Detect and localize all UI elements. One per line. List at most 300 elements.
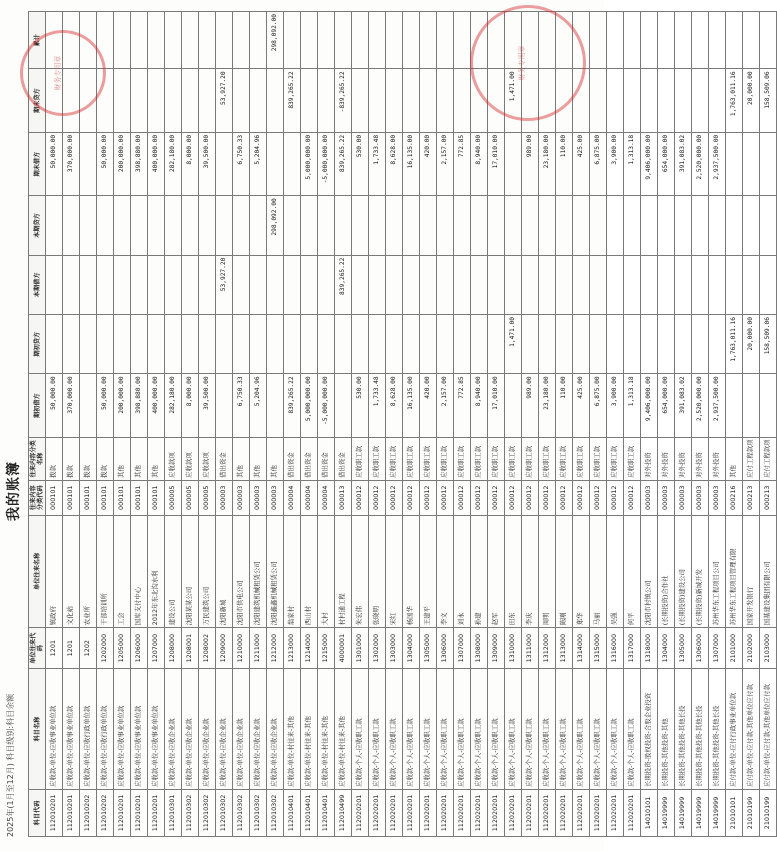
- table-cell: [403, 69, 420, 132]
- table-cell: 建设公司: [165, 515, 182, 628]
- table-cell: [386, 255, 403, 314]
- table-cell: [488, 196, 505, 255]
- table-cell: [216, 315, 233, 374]
- table-cell: 对外投资: [692, 437, 709, 480]
- table-cell: [437, 12, 454, 69]
- table-cell: [522, 315, 539, 374]
- table-cell: [403, 196, 420, 255]
- table-cell: 应收款-个人-应收职工款: [590, 669, 607, 790]
- table-cell: [675, 255, 692, 314]
- table-cell: 420.00: [420, 374, 437, 437]
- table-row: [63, 12, 80, 837]
- table-cell: [131, 315, 148, 374]
- table-cell: [607, 69, 624, 132]
- table-cell: 应收职工款: [556, 437, 573, 480]
- table-cell: 1311000: [522, 628, 539, 669]
- table-cell: 000003: [641, 480, 658, 515]
- table-cell: 16,135.00: [403, 374, 420, 437]
- table-row: [301, 12, 318, 837]
- table-cell: [182, 255, 199, 314]
- table-cell: 000012: [488, 480, 505, 515]
- table-cell: 000213: [760, 480, 777, 515]
- table-cell: 1304000: [658, 628, 675, 669]
- table-cell: [352, 196, 369, 255]
- table-cell: 应收款-单位-村往来-其他: [318, 669, 335, 790]
- table-cell: 应收款-个人-应收职工款: [573, 669, 590, 790]
- table-cell: [165, 315, 182, 374]
- table-cell: [250, 69, 267, 132]
- table-cell: 112010202: [97, 789, 114, 836]
- table-cell: [522, 196, 539, 255]
- table-cell: 14019999: [692, 789, 709, 836]
- table-cell: 西山村: [301, 515, 318, 628]
- table-cell: 对外投资: [709, 437, 726, 480]
- table-cell: [692, 69, 709, 132]
- table-row: [131, 12, 148, 837]
- column-header: 期初借方: [29, 374, 46, 437]
- table-cell: 1214000: [301, 628, 318, 669]
- finance-seal: 财务专用章: [20, 30, 106, 116]
- table-cell: [403, 315, 420, 374]
- table-cell: [726, 12, 743, 69]
- table-cell: 万民建筑公司: [199, 515, 216, 628]
- table-cell: 21010101: [726, 789, 743, 836]
- table-cell: 2,937,500.00: [709, 374, 726, 437]
- table-cell: 长期投资-股权投资-合股企业投资: [641, 669, 658, 790]
- table-cell: 50,000.00: [97, 374, 114, 437]
- table-row: [233, 12, 250, 837]
- table-cell: 苏州华东工程项目管理有限: [726, 515, 743, 628]
- table-cell: [148, 196, 165, 255]
- table-cell: 000012: [607, 480, 624, 515]
- table-cell: 8,000.00: [182, 132, 199, 195]
- table-cell: 1,733.48: [369, 374, 386, 437]
- table-cell: 应收职工款: [573, 437, 590, 480]
- table-cell: [165, 196, 182, 255]
- table-cell: [46, 315, 63, 374]
- table-cell: [335, 196, 352, 255]
- table-cell: 200,000.00: [114, 132, 131, 195]
- table-cell: [386, 196, 403, 255]
- table-cell: 工会: [114, 515, 131, 628]
- table-cell: 000004: [301, 480, 318, 515]
- ledger-body: [46, 12, 777, 837]
- table-cell: 应收职工款: [505, 437, 522, 480]
- table-cell: [607, 12, 624, 69]
- table-row: [658, 12, 675, 837]
- table-cell: [63, 255, 80, 314]
- table-cell: 应收款-个人-应收职工款: [437, 669, 454, 790]
- table-cell: 杨国华: [403, 515, 420, 628]
- table-cell: [641, 12, 658, 69]
- table-row: [726, 12, 743, 837]
- table-cell: 20,000.00: [743, 69, 760, 132]
- table-cell: 112010401: [284, 789, 301, 836]
- table-cell: 1215000: [318, 628, 335, 669]
- table-cell: 400,000.00: [148, 374, 165, 437]
- table-cell: [760, 374, 777, 437]
- table-cell: 000003: [658, 480, 675, 515]
- table-cell: 112010301: [165, 789, 182, 836]
- table-cell: [148, 255, 165, 314]
- table-cell: [641, 69, 658, 132]
- table-cell: 112020201: [437, 789, 454, 836]
- table-cell: [403, 255, 420, 314]
- table-cell: [658, 255, 675, 314]
- table-cell: [233, 315, 250, 374]
- table-cell: 1307000: [709, 628, 726, 669]
- table-cell: 其他: [131, 437, 148, 480]
- table-cell: 000012: [505, 480, 522, 515]
- table-cell: [709, 196, 726, 255]
- table-cell: [80, 315, 97, 374]
- table-cell: -5,000,000.00: [318, 374, 335, 437]
- table-cell: 000003: [250, 480, 267, 515]
- table-cell: 112020201: [522, 789, 539, 836]
- table-cell: 000004: [284, 480, 301, 515]
- table-cell: [641, 315, 658, 374]
- table-cell: 应收款-单位-村往来-其他: [335, 669, 352, 790]
- table-cell: 镇政府: [46, 515, 63, 628]
- table-cell: 112010401: [318, 789, 335, 836]
- header-row: [29, 12, 46, 837]
- table-cell: 应收款-单位-应收事业单位款: [46, 669, 63, 790]
- table-cell: [420, 315, 437, 374]
- table-cell: 000003: [267, 480, 284, 515]
- table-cell: 沈阳市供电公司: [233, 515, 250, 628]
- table-cell: 李文: [437, 515, 454, 628]
- table-cell: 应收款-个人-应收职工款: [386, 669, 403, 790]
- table-cell: 112020201: [590, 789, 607, 836]
- table-cell: [658, 196, 675, 255]
- table-cell: [743, 374, 760, 437]
- table-cell: 112010201: [131, 789, 148, 836]
- table-cell: 翁家村: [284, 515, 301, 628]
- table-cell: [284, 315, 301, 374]
- table-cell: 1313000: [556, 628, 573, 669]
- ledger-table: [28, 11, 777, 837]
- table-row: [692, 12, 709, 837]
- table-cell: 1212000: [267, 628, 284, 669]
- table-cell: 1211000: [250, 628, 267, 669]
- table-cell: 应收款-个人-应收职工款: [539, 669, 556, 790]
- table-cell: 989.00: [522, 374, 539, 437]
- table-cell: [80, 374, 97, 437]
- table-cell: 其他: [267, 437, 284, 480]
- table-cell: 朱宏伟: [352, 515, 369, 628]
- table-cell: 应收款-个人-应收职工款: [420, 669, 437, 790]
- table-cell: 000012: [454, 480, 471, 515]
- table-cell: 391,083.02: [675, 132, 692, 195]
- table-row: [556, 12, 573, 837]
- table-cell: 1318000: [641, 628, 658, 669]
- table-cell: 1306000: [692, 628, 709, 669]
- table-cell: [267, 374, 284, 437]
- table-cell: 其他: [148, 437, 165, 480]
- table-cell: [420, 196, 437, 255]
- table-cell: [454, 69, 471, 132]
- table-cell: [233, 196, 250, 255]
- table-cell: (长期投资)合作社: [658, 515, 675, 628]
- ledger-title: 我的账簿: [6, 461, 22, 521]
- table-cell: [114, 315, 131, 374]
- table-cell: 应收款-个人-应收职工款: [556, 669, 573, 790]
- table-row: [182, 12, 199, 837]
- table-cell: [539, 196, 556, 255]
- table-cell: 1301000: [352, 628, 369, 669]
- table-cell: 应收款-个人-应收职工款: [352, 669, 369, 790]
- table-cell: 400,000.00: [148, 132, 165, 195]
- table-cell: 398,880.00: [131, 132, 148, 195]
- table-cell: 16,135.00: [403, 132, 420, 195]
- table-cell: 长期投资-其他投资-其他长投: [709, 669, 726, 790]
- table-cell: 8,000.00: [182, 374, 199, 437]
- table-cell: [505, 374, 522, 437]
- table-cell: 21010199: [743, 789, 760, 836]
- table-cell: [284, 255, 301, 314]
- table-cell: [301, 69, 318, 132]
- table-cell: 110.00: [556, 132, 573, 195]
- table-cell: 000005: [199, 480, 216, 515]
- table-cell: [182, 196, 199, 255]
- table-cell: 1,471.00: [505, 69, 522, 132]
- table-cell: [437, 196, 454, 255]
- table-cell: [692, 196, 709, 255]
- table-cell: 8,628.00: [386, 132, 403, 195]
- column-header: 往来内容分类名称: [29, 437, 46, 480]
- table-cell: 14010101: [641, 789, 658, 836]
- table-cell: 112020201: [556, 789, 573, 836]
- table-cell: 李庆: [522, 515, 539, 628]
- table-cell: 112020201: [352, 789, 369, 836]
- table-cell: 112010499: [335, 789, 352, 836]
- table-row: [80, 12, 97, 837]
- table-cell: 干部培训所: [97, 515, 114, 628]
- table-cell: 112010401: [301, 789, 318, 836]
- table-cell: [352, 255, 369, 314]
- table-row: [216, 12, 233, 837]
- table-cell: [301, 196, 318, 255]
- table-cell: 000012: [403, 480, 420, 515]
- table-row: [743, 12, 760, 837]
- table-cell: [369, 255, 386, 314]
- table-cell: [352, 315, 369, 374]
- table-cell: 应收职工款: [437, 437, 454, 480]
- table-cell: 拨款: [80, 437, 97, 480]
- table-cell: [165, 12, 182, 69]
- table-cell: [46, 255, 63, 314]
- table-cell: 000101: [114, 480, 131, 515]
- table-cell: 村村通工程: [335, 515, 352, 628]
- table-row: [590, 12, 607, 837]
- table-cell: [352, 12, 369, 69]
- table-cell: 000101: [131, 480, 148, 515]
- table-cell: 刘永: [454, 515, 471, 628]
- column-header: 本期借方: [29, 255, 46, 314]
- table-cell: 2,157.00: [437, 374, 454, 437]
- table-cell: [505, 196, 522, 255]
- table-cell: [386, 315, 403, 374]
- table-cell: 112020201: [386, 789, 403, 836]
- table-cell: 112020201: [420, 789, 437, 836]
- table-cell: [233, 69, 250, 132]
- table-cell: [675, 12, 692, 69]
- table-cell: [148, 69, 165, 132]
- table-cell: 1307000: [454, 628, 471, 669]
- table-cell: 农业所: [80, 515, 97, 628]
- column-header: 往来内容分类代码: [29, 480, 46, 515]
- table-cell: [420, 12, 437, 69]
- table-cell: 2102000: [743, 628, 760, 669]
- table-cell: 1,313.18: [624, 374, 641, 437]
- table-cell: 000003: [692, 480, 709, 515]
- table-cell: [369, 315, 386, 374]
- table-row: [624, 12, 641, 837]
- table-cell: [318, 196, 335, 255]
- table-cell: 1207000: [148, 628, 165, 669]
- table-cell: 5,000,000.00: [301, 132, 318, 195]
- table-cell: 对外投资: [658, 437, 675, 480]
- table-cell: 17,010.00: [488, 374, 505, 437]
- table-cell: 21010199: [760, 789, 777, 836]
- table-cell: [488, 315, 505, 374]
- table-cell: 112010202: [80, 789, 97, 836]
- table-cell: 应收款-单位-应收行政单位款: [80, 669, 97, 790]
- table-cell: [590, 315, 607, 374]
- table-cell: [335, 374, 352, 437]
- table-cell: [692, 255, 709, 314]
- table-cell: [692, 12, 709, 69]
- table-cell: 425.00: [573, 132, 590, 195]
- table-cell: 应收职工款: [624, 437, 641, 480]
- table-cell: [216, 374, 233, 437]
- table-cell: 50,000.00: [46, 132, 63, 195]
- table-cell: 112020201: [488, 789, 505, 836]
- table-cell: [335, 12, 352, 69]
- table-cell: [250, 196, 267, 255]
- table-cell: [63, 315, 80, 374]
- table-cell: 应收职工款: [352, 437, 369, 480]
- table-cell: 000012: [386, 480, 403, 515]
- table-cell: 应收款项: [182, 437, 199, 480]
- table-cell: 6,750.33: [233, 374, 250, 437]
- table-cell: [505, 255, 522, 314]
- table-cell: 沈阳建筑机械租赁公司: [250, 515, 267, 628]
- table-cell: 应收职工款: [471, 437, 488, 480]
- table-cell: 应收款项: [199, 437, 216, 480]
- table-cell: 赵军: [488, 515, 505, 628]
- table-row: [539, 12, 556, 837]
- table-cell: [386, 69, 403, 132]
- table-cell: 2012年东北沟水利: [148, 515, 165, 628]
- table-cell: 112010302: [267, 789, 284, 836]
- table-row: [437, 12, 454, 837]
- table-row: [165, 12, 182, 837]
- table-cell: [284, 132, 301, 195]
- table-cell: 1312000: [539, 628, 556, 669]
- table-cell: 5,000,000.00: [301, 374, 318, 437]
- table-cell: 应收款-单位-村往来-其他: [284, 669, 301, 790]
- table-cell: [726, 374, 743, 437]
- table-cell: 长期投资-其他投资-其他长投: [675, 669, 692, 790]
- table-cell: 112010302: [216, 789, 233, 836]
- table-cell: 158,509.06: [760, 315, 777, 374]
- table-cell: [607, 255, 624, 314]
- column-header: 科目名称: [29, 669, 46, 790]
- table-row: [675, 12, 692, 837]
- table-cell: [267, 69, 284, 132]
- table-cell: 1314000: [573, 628, 590, 669]
- table-cell: 298,092.00: [267, 196, 284, 255]
- table-cell: [488, 255, 505, 314]
- table-cell: [182, 12, 199, 69]
- table-cell: [743, 12, 760, 69]
- table-cell: [80, 196, 97, 255]
- table-cell: [46, 196, 63, 255]
- table-cell: 282,180.00: [165, 132, 182, 195]
- table-cell: 000005: [182, 480, 199, 515]
- column-header: 本期贷方: [29, 196, 46, 255]
- table-cell: 000012: [369, 480, 386, 515]
- table-row: [318, 12, 335, 837]
- table-cell: 1213000: [284, 628, 301, 669]
- table-cell: 112010201: [114, 789, 131, 836]
- table-cell: [743, 255, 760, 314]
- official-seal: 财务专用章: [470, 5, 586, 121]
- table-cell: [318, 12, 335, 69]
- table-cell: 39,500.00: [199, 132, 216, 195]
- table-cell: [114, 196, 131, 255]
- table-cell: [437, 315, 454, 374]
- table-cell: 1308000: [471, 628, 488, 669]
- table-cell: [114, 69, 131, 132]
- table-cell: 1,313.18: [624, 132, 641, 195]
- table-cell: [556, 255, 573, 314]
- table-cell: [573, 196, 590, 255]
- table-cell: 9,406,000.00: [641, 374, 658, 437]
- table-cell: [233, 12, 250, 69]
- table-cell: 370,000.00: [63, 374, 80, 437]
- table-cell: 3,900.00: [607, 132, 624, 195]
- table-cell: 借出资金: [301, 437, 318, 480]
- table-cell: [250, 255, 267, 314]
- table-cell: [709, 69, 726, 132]
- table-cell: 应付工程款项: [743, 437, 760, 480]
- table-cell: 郑华: [573, 515, 590, 628]
- table-cell: 654,000.00: [658, 374, 675, 437]
- table-cell: 沈阳某某公司: [182, 515, 199, 628]
- table-cell: 应收款-单位-应收企业款: [182, 669, 199, 790]
- table-row: [488, 12, 505, 837]
- table-cell: 应收职工款: [420, 437, 437, 480]
- table-cell: 112010201: [63, 789, 80, 836]
- table-cell: [284, 12, 301, 69]
- table-cell: [182, 69, 199, 132]
- table-row: [403, 12, 420, 837]
- table-cell: 陈刚: [556, 515, 573, 628]
- table-cell: (长期投资)新城开发: [692, 515, 709, 628]
- table-cell: [352, 69, 369, 132]
- table-cell: 000012: [573, 480, 590, 515]
- table-cell: 23,180.00: [539, 374, 556, 437]
- table-cell: 文化站: [63, 515, 80, 628]
- table-cell: 应收职工款: [522, 437, 539, 480]
- column-header: 科目代码: [29, 789, 46, 836]
- table-cell: 8,940.00: [471, 132, 488, 195]
- table-cell: [131, 69, 148, 132]
- table-cell: [743, 132, 760, 195]
- table-cell: 应收职工款: [454, 437, 471, 480]
